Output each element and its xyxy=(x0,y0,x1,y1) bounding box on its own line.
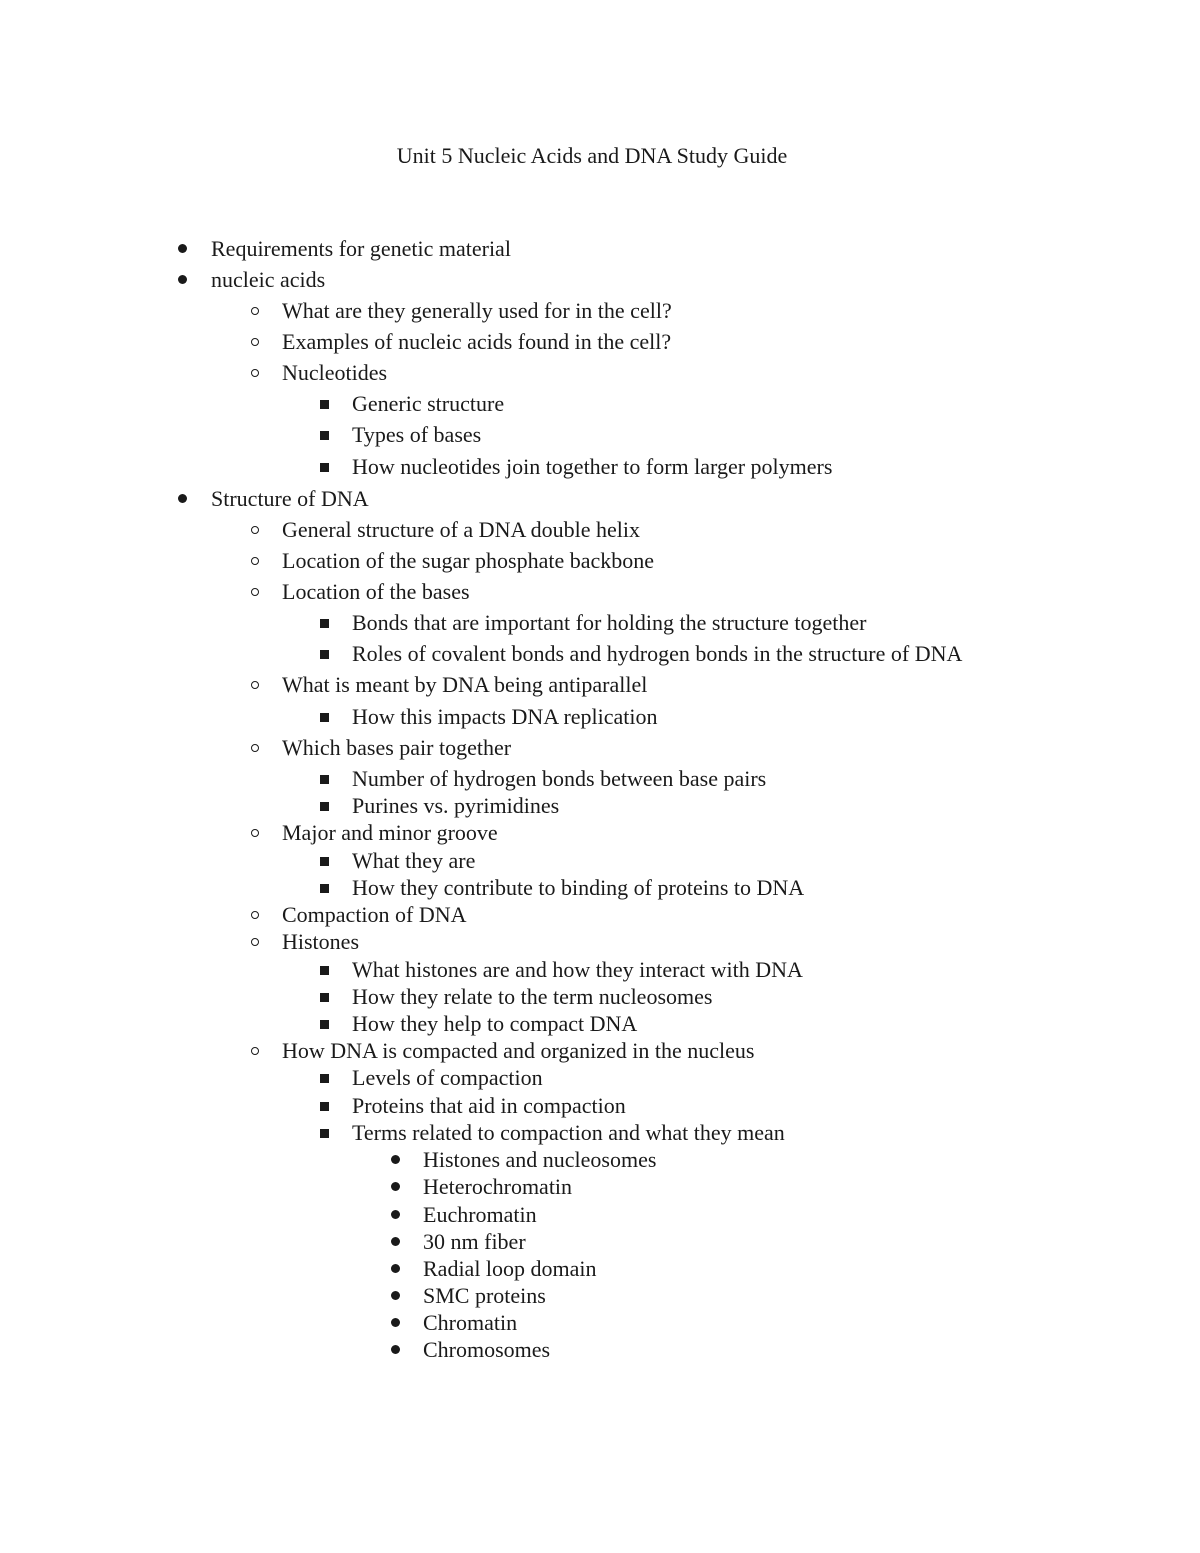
outline-item-level-2 xyxy=(282,358,387,388)
outline-item-level-3 xyxy=(352,791,559,821)
outline-item-level-2 xyxy=(282,733,511,763)
outline-item-text: Chromatin xyxy=(423,1310,518,1335)
outline-item-level-1 xyxy=(211,265,325,295)
bullet-square-icon xyxy=(320,993,329,1002)
outline-item-level-2 xyxy=(282,296,672,326)
bullet-disc-icon xyxy=(391,1237,400,1246)
outline-item-level-3 xyxy=(352,420,481,450)
outline-item-text: Histones and nucleosomes xyxy=(423,1147,657,1172)
bullet-circle-icon xyxy=(251,338,259,346)
bullet-circle-icon xyxy=(251,829,259,837)
outline-item-text: Examples of nucleic acids found in the cell? xyxy=(282,329,672,354)
outline-item-level-3 xyxy=(352,1063,543,1093)
bullet-circle-icon xyxy=(251,911,259,919)
outline-item-level-4 xyxy=(423,1227,526,1257)
outline-item-level-3 xyxy=(352,702,658,732)
outline-item-text: How DNA is compacted and organized in the nucleus xyxy=(282,1038,755,1063)
bullet-square-icon xyxy=(320,1129,329,1138)
outline-item-text: Proteins that aid in compaction xyxy=(352,1093,626,1118)
outline-item-level-3 xyxy=(352,1091,626,1121)
outline-item-text: Major and minor groove xyxy=(282,820,498,845)
outline-item-level-3 xyxy=(352,764,766,794)
bullet-circle-icon xyxy=(251,557,259,565)
bullet-circle-icon xyxy=(251,744,259,752)
outline-item-level-3 xyxy=(352,846,475,876)
bullet-disc-icon xyxy=(391,1318,400,1327)
outline-item-text: How nucleotides join together to form larger polymers xyxy=(352,454,833,479)
outline-item-text: What they are xyxy=(352,848,476,873)
outline-item-text: Generic structure xyxy=(352,391,505,416)
outline-item-text: How this impacts DNA replication xyxy=(352,704,658,729)
bullet-circle-icon xyxy=(251,369,259,377)
outline-item-text: Types of bases xyxy=(352,422,482,447)
outline-item-text: What are they generally used for in the cell? xyxy=(282,298,672,323)
bullet-circle-icon xyxy=(251,1047,259,1055)
outline-item-text: Heterochromatin xyxy=(423,1174,573,1199)
bullet-square-icon xyxy=(320,463,329,472)
bullet-square-icon xyxy=(320,1020,329,1029)
outline-item-level-2 xyxy=(282,327,671,357)
outline-item-text: Bonds that are important for holding the structure together xyxy=(352,610,867,635)
bullet-disc-icon xyxy=(391,1345,400,1354)
outline-item-level-3 xyxy=(352,955,803,985)
bullet-square-icon xyxy=(320,619,329,628)
bullet-circle-icon xyxy=(251,588,259,596)
bullet-square-icon xyxy=(320,884,329,893)
bullet-circle-icon xyxy=(251,938,259,946)
outline-item-level-3 xyxy=(352,982,712,1012)
outline-item-text: Location of the bases xyxy=(282,579,470,604)
outline-item-level-3 xyxy=(352,452,832,482)
outline-item-text: 30 nm fiber xyxy=(423,1229,526,1254)
outline-item-text: Location of the sugar phosphate backbone xyxy=(282,548,655,573)
outline-item-level-4 xyxy=(423,1172,572,1202)
bullet-square-icon xyxy=(320,650,329,659)
bullet-disc-icon xyxy=(391,1155,400,1164)
outline-item-level-4 xyxy=(423,1200,537,1230)
bullet-circle-icon xyxy=(251,307,259,315)
bullet-square-icon xyxy=(320,966,329,975)
outline-item-text: Histones xyxy=(282,929,359,954)
bullet-square-icon xyxy=(320,400,329,409)
outline-item-level-2 xyxy=(282,818,498,848)
outline-item-text: Terms related to compaction and what they mean xyxy=(352,1120,785,1145)
outline-item-text: What is meant by DNA being antiparallel xyxy=(282,672,648,697)
outline-item-level-2 xyxy=(282,546,654,576)
outline-item-text: Number of hydrogen bonds between base pairs xyxy=(352,766,767,791)
bullet-disc-icon xyxy=(391,1264,400,1273)
outline-item-text: nucleic acids xyxy=(211,267,326,292)
outline-item-text: Nucleotides xyxy=(282,360,388,385)
outline-item-level-4 xyxy=(423,1308,517,1338)
outline-item-level-4 xyxy=(423,1145,656,1175)
bullet-square-icon xyxy=(320,1102,329,1111)
outline-item-text: How they help to compact DNA xyxy=(352,1011,638,1036)
outline-item-text: Levels of compaction xyxy=(352,1065,543,1090)
bullet-square-icon xyxy=(320,1074,329,1083)
outline-item-level-3 xyxy=(352,1009,637,1039)
outline-item-level-1 xyxy=(211,484,369,514)
outline-item-text: Roles of covalent bonds and hydrogen bonds in the structure of DNA xyxy=(352,641,963,666)
outline-item-level-3 xyxy=(352,639,962,669)
bullet-disc-icon xyxy=(178,494,187,503)
outline-item-text: How they contribute to binding of proteins to DNA xyxy=(352,875,805,900)
bullet-circle-icon xyxy=(251,681,259,689)
outline-item-text: Compaction of DNA xyxy=(282,902,467,927)
bullet-square-icon xyxy=(320,775,329,784)
outline-item-level-2 xyxy=(282,670,647,700)
outline-item-level-4 xyxy=(423,1254,597,1284)
bullet-disc-icon xyxy=(391,1182,400,1191)
outline-item-text: Structure of DNA xyxy=(211,486,369,511)
bullet-circle-icon xyxy=(251,526,259,534)
bullet-disc-icon xyxy=(178,275,187,284)
bullet-disc-icon xyxy=(391,1210,400,1219)
outline-item-text: Purines vs. pyrimidines xyxy=(352,793,560,818)
bullet-disc-icon xyxy=(391,1291,400,1300)
outline-item-text: Euchromatin xyxy=(423,1202,537,1227)
outline-item-level-3 xyxy=(352,873,804,903)
outline-item-level-3 xyxy=(352,608,866,638)
outline-item-level-4 xyxy=(423,1281,546,1311)
outline-item-text: SMC proteins xyxy=(423,1283,546,1308)
outline-item-level-2 xyxy=(282,577,470,607)
bullet-disc-icon xyxy=(178,244,187,253)
outline-item-level-3 xyxy=(352,1118,785,1148)
outline-item-text: General structure of a DNA double helix xyxy=(282,517,640,542)
outline-item-text: Radial loop domain xyxy=(423,1256,597,1281)
bullet-square-icon xyxy=(320,431,329,440)
outline-item-level-4 xyxy=(423,1335,550,1365)
outline-item-level-2 xyxy=(282,1036,754,1066)
bullet-square-icon xyxy=(320,713,329,722)
outline-item-level-2 xyxy=(282,927,359,957)
outline-item-text: Requirements for genetic material xyxy=(211,236,511,261)
outline-item-text: What histones are and how they interact with DNA xyxy=(352,957,803,982)
outline-item-text: Which bases pair together xyxy=(282,735,512,760)
outline-item-level-2 xyxy=(282,515,640,545)
document-title: Unit 5 Nucleic Acids and DNA Study Guide xyxy=(396,143,788,168)
outline-item-text: How they relate to the term nucleosomes xyxy=(352,984,713,1009)
outline-item-level-1 xyxy=(211,234,511,264)
bullet-square-icon xyxy=(320,802,329,811)
bullet-square-icon xyxy=(320,857,329,866)
outline-item-level-3 xyxy=(352,389,504,419)
outline-item-text: Chromosomes xyxy=(423,1337,551,1362)
outline-item-level-2 xyxy=(282,900,467,930)
